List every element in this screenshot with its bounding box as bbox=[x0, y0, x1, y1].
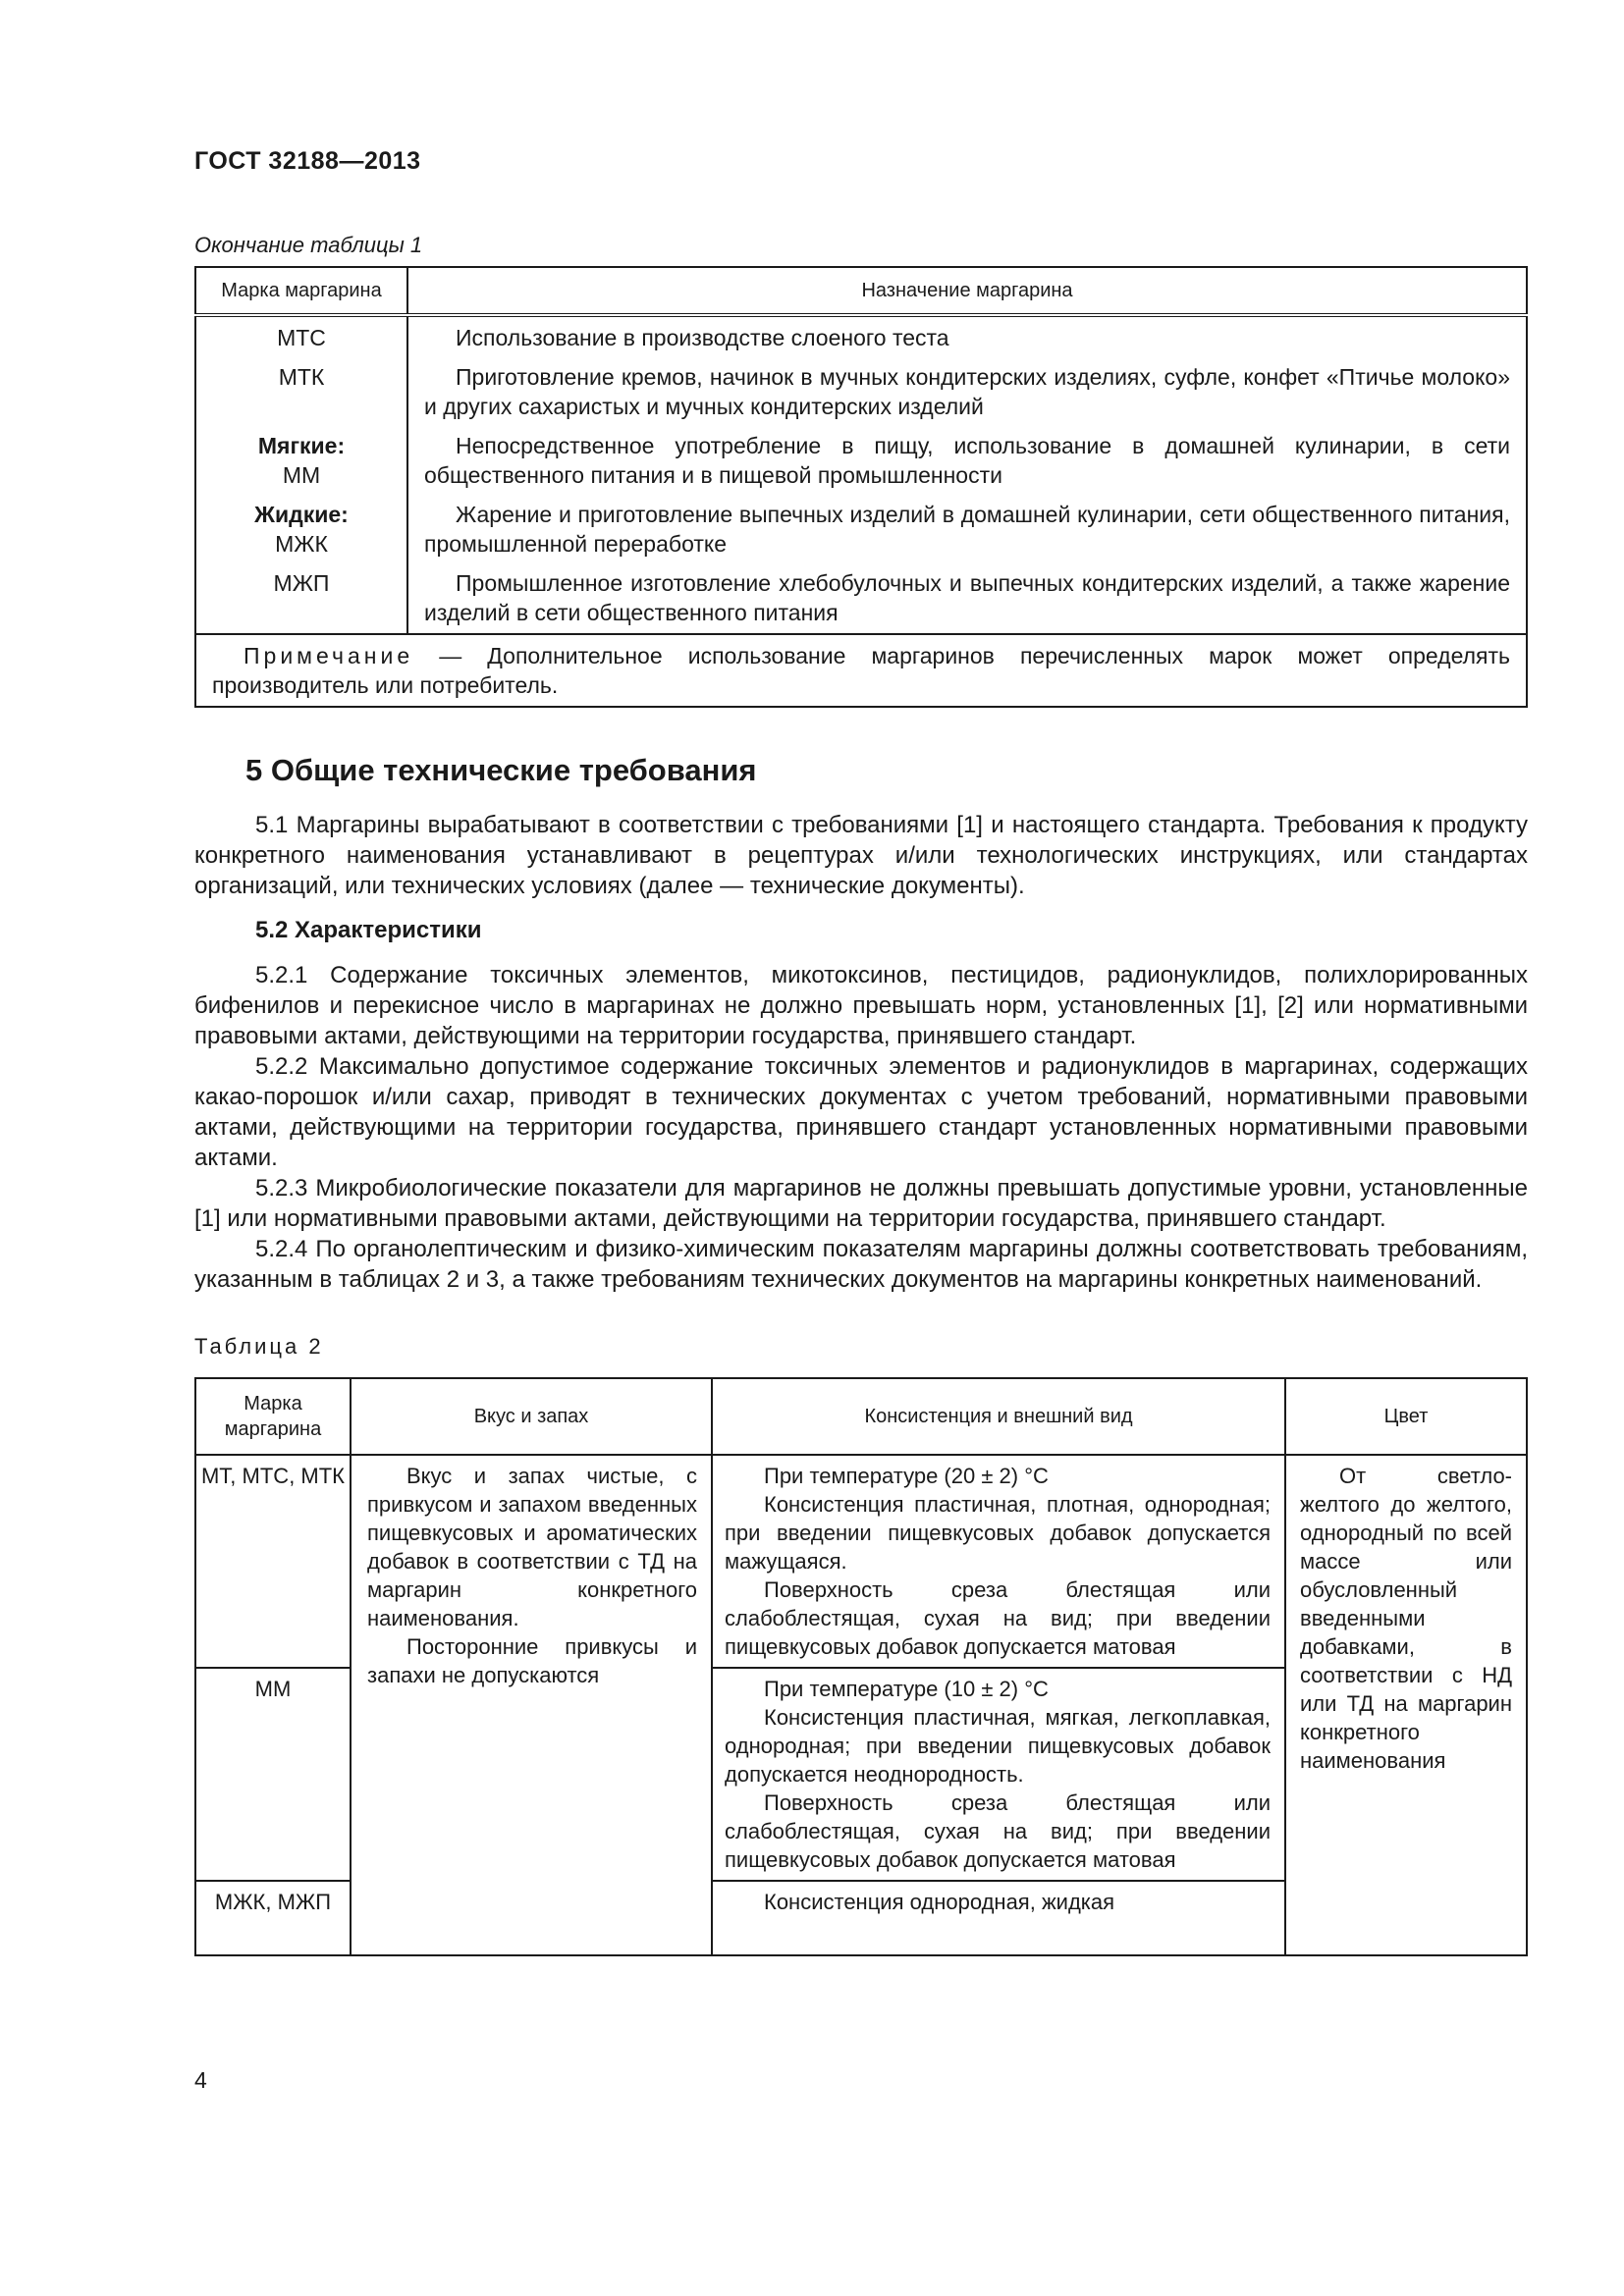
table2-header-color: Цвет bbox=[1285, 1378, 1527, 1455]
table1-note bbox=[195, 634, 1527, 707]
purpose-mzhp: Промышленное изготовление хлебобулочных и выпечных кондитерских изделий, а также жарение изделий в сети общественного питания bbox=[424, 570, 1510, 625]
brand-mzhp: МЖП bbox=[273, 570, 330, 596]
table1-note-row bbox=[195, 634, 1527, 707]
table2-color-cell bbox=[1285, 1455, 1527, 1955]
table2-header-row bbox=[195, 1378, 1527, 1455]
table1-body bbox=[195, 315, 1527, 634]
consistency-surface: Поверхность среза блестящая или слабоблестящая, сухая на вид; при введении пищевкусовых добавок допускается матовая bbox=[725, 1577, 1271, 1659]
paragraph-5-2-1: 5.2.1 Содержание токсичных элементов, микотоксинов, пестицидов, радионуклидов, полихлорированных бифенилов и перекисное число в маргаринах не должно превышать норм, установленных [1], [2] или нормативными правовыми актами, действующими на территории государства, принявшего стандарт. bbox=[194, 962, 1528, 1049]
purpose-mts: Использование в производстве слоеного теста bbox=[456, 325, 949, 350]
taste-text-1: Вкус и запах чистые, с привкусом и запахом введенных пищевкусовых и ароматических добавок в соответствии с ТД на маргарин конкретного наименования. bbox=[367, 1464, 697, 1630]
color-text: От светло-желтого до желтого, однородный по всей массе или обусловленный введенными добавками, в соответствии с НД или ТД на маргарин конкретного наименования bbox=[1300, 1464, 1512, 1773]
paragraph-5-1: 5.1 Маргарины вырабатывают в соответствии с требованиями [1] и настоящего стандарта. Требования к продукту конкретного наименования устанавливают в рецептурах и/или технологических инструкциях, или стандартах организаций, или технических условиях (далее — технические документы). bbox=[194, 812, 1528, 899]
purpose-mtk: Приготовление кремов, начинок в мучных кондитерских изделиях, суфле, конфет «Птичье молоко» и других сахаристых и мучных кондитерских изделий bbox=[424, 364, 1510, 419]
table2-brand-mzh bbox=[195, 1881, 351, 1955]
table1-header-brand: Марка маргарина bbox=[195, 267, 407, 315]
paragraph-5-2-4: 5.2.4 По органолептическим и физико-химическим показателям маргарины должны соответствовать требованиям, указанным в таблицах 2 и 3, а также требованиям технических документов на маргарины конкретных наименований. bbox=[194, 1236, 1528, 1293]
brand-mtk: МТК bbox=[278, 364, 325, 390]
brand-mts: МТС bbox=[277, 325, 326, 350]
table2-consistency-mzh bbox=[712, 1881, 1285, 1955]
note-label: Примечание bbox=[244, 643, 414, 668]
table2-row-mt bbox=[195, 1455, 1527, 1668]
table1-purpose-column bbox=[407, 315, 1527, 634]
consistency-temp: При температуре (10 ± 2) °С bbox=[764, 1677, 1049, 1701]
page-number: 4 bbox=[194, 2067, 207, 2093]
table1 bbox=[194, 266, 1528, 708]
taste-text-2: Посторонние привкусы и запахи не допускаются bbox=[367, 1634, 697, 1687]
group-liquid: Жидкие: bbox=[254, 502, 349, 527]
table2-title: Таблица 2 bbox=[194, 1334, 324, 1359]
table2-consistency-mt bbox=[712, 1455, 1285, 1668]
consistency-surface: Поверхность среза блестящая или слабоблестящая, сухая на вид; при введении пищевкусовых добавок допускается матовая bbox=[725, 1790, 1271, 1872]
brand-label: МТ, МТС, МТК bbox=[200, 1464, 345, 1488]
purpose-mzhk: Жарение и приготовление выпечных изделий в домашней кулинарии, сети общественного питания, промышленной переработке bbox=[424, 502, 1510, 557]
table2-brand-mt bbox=[195, 1455, 351, 1668]
paragraph-5-2-2: 5.2.2 Максимально допустимое содержание токсичных элементов и радионуклидов в маргаринах, содержащих какао-порошок и/или сахар, приводят в технических документах с учетом требований, нормативными правовыми актами, действующими на территории государства, принявшего стандарт установленных нормативными правовыми актами. bbox=[194, 1053, 1528, 1171]
brand-mzhk: МЖК bbox=[275, 531, 328, 557]
table2-header-taste: Вкус и запах bbox=[351, 1378, 712, 1455]
consistency-desc: Консистенция пластичная, плотная, однородная; при введении пищевкусовых добавок допускается мажущаяся. bbox=[725, 1492, 1271, 1574]
document-page bbox=[194, 147, 1528, 1956]
subsection-title: 5.2 Характеристики bbox=[255, 917, 482, 943]
section-title: 5 Общие технические требования bbox=[245, 753, 757, 787]
brand-mm: ММ bbox=[282, 462, 321, 488]
table2-brand-mm bbox=[195, 1668, 351, 1881]
table1-brand-column bbox=[195, 315, 407, 634]
table2-header-consistency: Консистенция и внешний вид bbox=[712, 1378, 1285, 1455]
purpose-mm: Непосредственное употребление в пищу, использование в домашней кулинарии, в сети общественного питания и в пищевой промышленности bbox=[424, 433, 1510, 488]
note-text: — Дополнительное использование маргаринов перечисленных марок может определять производитель или потребитель. bbox=[212, 643, 1510, 698]
table1-header-purpose: Назначение маргарина bbox=[407, 267, 1527, 315]
table1-header-row bbox=[195, 267, 1527, 315]
brand-label: ММ bbox=[254, 1677, 292, 1701]
table1-caption: Окончание таблицы 1 bbox=[194, 233, 423, 257]
consistency-temp: При температуре (20 ± 2) °С bbox=[764, 1464, 1049, 1488]
group-soft: Мягкие: bbox=[257, 433, 346, 458]
table2-taste-cell bbox=[351, 1455, 712, 1955]
document-code: ГОСТ 32188—2013 bbox=[194, 147, 421, 175]
consistency-desc: Консистенция однородная, жидкая bbox=[764, 1890, 1115, 1914]
table2-header-brand: Марка маргарина bbox=[195, 1378, 351, 1455]
table2 bbox=[194, 1377, 1528, 1956]
paragraph-5-2-3: 5.2.3 Микробиологические показатели для маргаринов не должны превышать допустимые уровни, установленные [1] или нормативными правовыми актами, действующими на территории государства, принявшего стандарт. bbox=[194, 1175, 1528, 1232]
consistency-desc: Консистенция пластичная, мягкая, легкоплавкая, однородная; при введении пищевкусовых добавок допускается неоднородность. bbox=[725, 1705, 1271, 1787]
table2-consistency-mm bbox=[712, 1668, 1285, 1881]
brand-label: МЖК, МЖП bbox=[214, 1890, 332, 1914]
